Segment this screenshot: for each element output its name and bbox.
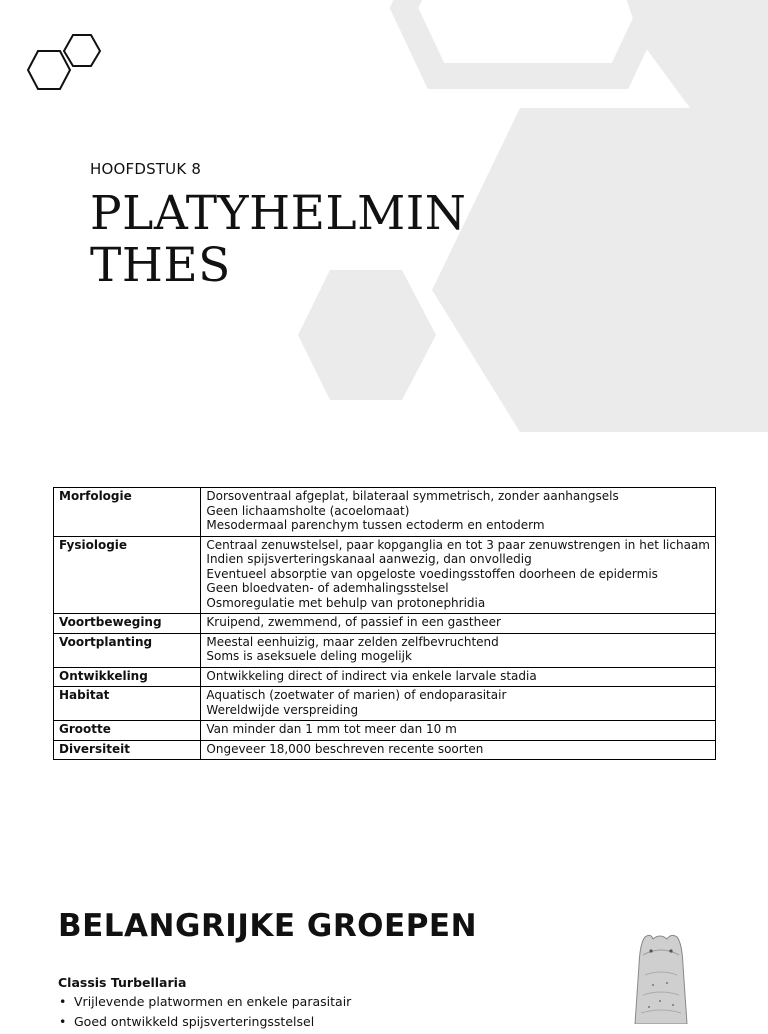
flatworm-illustration (605, 925, 715, 1024)
summary-table (53, 487, 716, 760)
table-row-label: Diversiteit (54, 740, 201, 760)
table-row-label: Morfologie (54, 488, 201, 537)
page-title: PLATYHELMINTHES (90, 186, 467, 293)
list-item: • Vrijlevende platwormen en enkele parasitair (58, 994, 351, 1010)
table-row-value (201, 536, 716, 614)
table-cell-line: Kruipend, zwemmend, of passief in een gastheer (206, 615, 501, 629)
table-cell-line: Ongeveer 18,000 beschreven recente soorten (206, 741, 484, 756)
table-cell-line: Centraal zenuwstelsel, paar kopganglia en tot 3 paar zenuwstrengen in het lichaam (206, 537, 710, 552)
table-cell-line: Soms is aseksuele deling mogelijk (206, 649, 412, 663)
table-row-value (201, 740, 716, 760)
table-cell-line: Wereldwijde verspreiding (206, 702, 359, 717)
table-cell-line: Van minder dan 1 mm tot meer dan 10 m (206, 722, 457, 736)
table-row (54, 488, 716, 537)
table-cell-line: Ontwikkeling direct of indirect via enkele larvale stadia (206, 668, 537, 683)
table-cell-line: Meestal eenhuizig, maar zelden zelfbevruchtend (206, 634, 499, 649)
hexagon-large (404, 0, 652, 76)
group-name: Classis Turbellaria (58, 975, 187, 990)
table-row-value (201, 667, 716, 687)
table-row-label: Ontwikkeling (54, 667, 201, 687)
table-row (54, 633, 716, 667)
table-row (54, 667, 716, 687)
logo-hexagon-1 (28, 51, 70, 89)
table-row-label: Habitat (54, 687, 201, 721)
table-cell-line: Mesodermaal parenchym tussen ectoderm en entoderm (206, 518, 545, 532)
table-row-label: Fysiologie (54, 536, 201, 614)
chapter-label: HOOFDSTUK 8 (90, 160, 202, 178)
table-row (54, 536, 716, 614)
table-cell-line: Dorsoventraal afgeplat, bilateraal symmetrisch, zonder aanhangsels (206, 489, 619, 503)
logo-hexagon-2 (64, 35, 100, 66)
table-cell-line: Aquatisch (zoetwater of marien) of endoparasitair (206, 688, 507, 702)
table-row (54, 687, 716, 721)
table-row-value (201, 721, 716, 741)
table-row-value (201, 687, 716, 721)
table-row (54, 721, 716, 741)
table-cell-line: Osmoregulatie met behulp van protonephridia (206, 595, 486, 610)
table-cell-line: Geen lichaamsholte (acoelomaat) (206, 503, 410, 518)
table-row-label: Voortbeweging (54, 614, 201, 634)
table-row (54, 614, 716, 634)
table-row-value (201, 614, 716, 634)
table-row (54, 740, 716, 760)
table-row-label: Voortplanting (54, 633, 201, 667)
list-item: • Goed ontwikkeld spijsverteringsstelsel (58, 1014, 351, 1030)
table-cell-line: Indien spijsverteringskanaal aanwezig, dan onvolledig (206, 552, 532, 566)
group-bullet-list (58, 994, 351, 1034)
table-row-value (201, 488, 716, 537)
table-row-label: Grootte (54, 721, 201, 741)
table-cell-line: Geen bloedvaten- of ademhalingsstelsel (206, 581, 449, 595)
table-cell-line: Eventueel absorptie van opgeloste voedingsstoffen doorheen de epidermis (206, 566, 658, 581)
table-row-value (201, 633, 716, 667)
section-title: BELANGRIJKE GROEPEN (58, 908, 478, 944)
